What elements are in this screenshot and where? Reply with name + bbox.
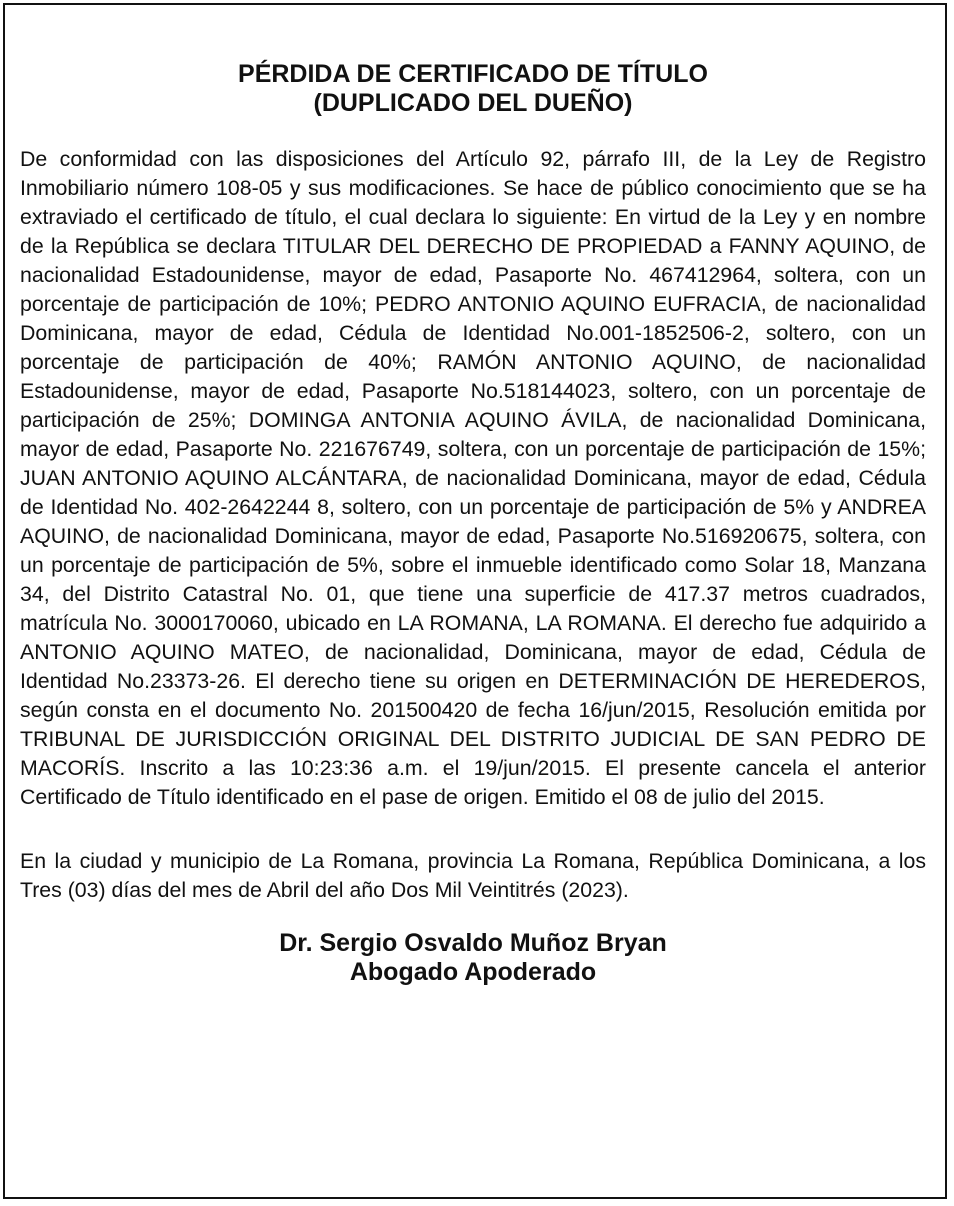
title-line-2: (DUPLICADO DEL DUEÑO) xyxy=(313,89,633,117)
signature-block xyxy=(20,929,926,987)
signature-name: Dr. Sergio Osvaldo Muñoz Bryan xyxy=(279,929,667,957)
notice-title xyxy=(20,60,926,118)
notice-body: De conformidad con las disposiciones del Artículo 92, párrafo III, de la Ley de Registro Inmobiliario número 108-05 y sus modificaciones. Se hace de público conocimiento que se ha extraviado el certificado de título, el cual declara lo siguiente: En virtud de la Ley y en nombre de la República se declara TITULAR DEL DERECHO DE PROPIEDAD a FANNY AQUINO, de nacionalidad Estadounidense, mayor de edad, Pasaporte No. 467412964, soltera, con un porcentaje de participación de 10%; PEDRO ANTONIO AQUINO EUFRACIA, de nacionalidad Dominicana, mayor de edad, Cédula de Identidad No.001-1852506-2, soltero, con un porcentaje de participación de 40%; RAMÓN ANTONIO AQUINO, de nacionalidad Estadounidense, mayor de edad, Pasaporte No.518144023, soltero, con un porcentaje de participación de 25%; DOMINGA ANTONIA AQUINO ÁVILA, de nacionalidad Dominicana, mayor de edad, Pasaporte No. 221676749, soltera, con un porcentaje de participación de 15%; JUAN ANTONIO AQUINO ALCÁNTARA, de nacionalidad Dominicana, mayor de edad, Cédula de Identidad No. 402-2642244 8, soltero, con un porcentaje de participación de 5% y ANDREA AQUINO, de nacionalidad Dominicana, mayor de edad, Pasaporte No.516920675, soltera, con un porcentaje de participación de 5%, sobre el inmueble identificado como Solar 18, Manzana 34, del Distrito Catastral No. 01, que tiene una superficie de 417.37 metros cuadrados, matrícula No. 3000170060, ubicado en LA ROMANA, LA ROMANA. El derecho fue adquirido a ANTONIO AQUINO MATEO, de nacionalidad, Dominicana, mayor de edad, Cédula de Identidad No.23373-26. El derecho tiene su origen en DETERMINACIÓN DE HEREDEROS, según consta en el documento No. 201500420 de fecha 16/jun/2015, Resolución emitida por TRIBUNAL DE JURISDICCIÓN ORIGINAL DEL DISTRITO JUDICIAL DE SAN PEDRO DE MACORÍS. Inscrito a las 10:23:36 a.m. el 19/jun/2015. El presente cancela el anterior Certificado de Título identificado en el pase de origen. Emitido el 08 de julio del 2015. xyxy=(20,147,926,809)
title-line-1: PÉRDIDA DE CERTIFICADO DE TÍTULO xyxy=(238,60,708,88)
notice-closing: En la ciudad y municipio de La Romana, provincia La Romana, República Dominicana, a los Tres (03) días del mes de Abril del año Dos Mil Veintitrés (2023). xyxy=(20,849,926,902)
signature-title: Abogado Apoderado xyxy=(349,958,597,986)
legal-notice xyxy=(20,60,926,987)
